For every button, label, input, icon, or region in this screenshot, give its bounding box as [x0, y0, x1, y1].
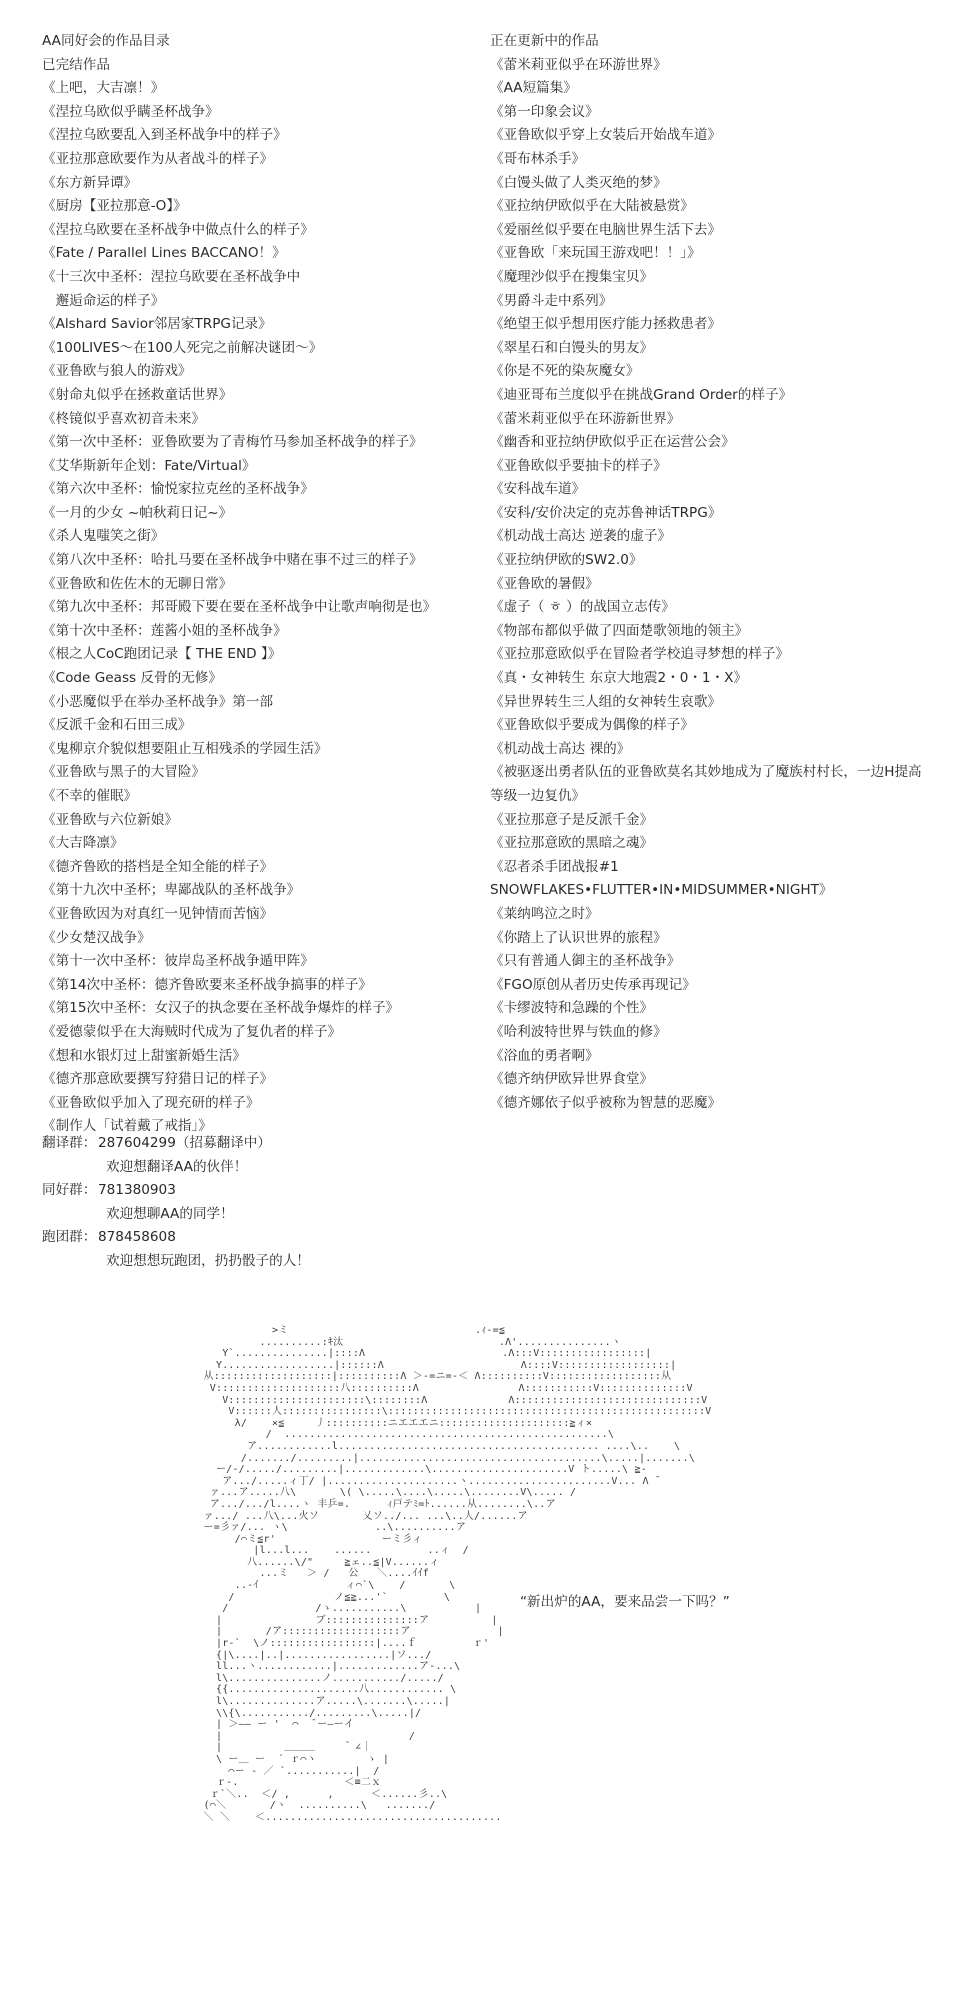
- completed-work-item: 《亚鲁欧似乎加入了现充研的样子》: [42, 1094, 260, 1111]
- ongoing-work-item: 《亚拉那意欧似乎在冒险者学校追寻梦想的样子》: [490, 646, 790, 663]
- completed-work-item: 《亚鲁欧与六位新娘》: [42, 811, 178, 828]
- ongoing-work-item: 《迪亚哥布兰度似乎在挑战Grand Order的样子》: [490, 386, 793, 403]
- completed-work-item: 《一月的少女 ~帕秋莉日记~》: [42, 504, 233, 521]
- ongoing-work-item: 《亚鲁欧的暑假》: [490, 575, 599, 592]
- completed-works-list: [42, 77, 482, 1139]
- completed-work-item: 《涅拉乌欧似乎瞒圣杯战争》: [42, 103, 219, 120]
- completed-work-item: 《第一次中圣杯：亚鲁欧要为了青梅竹马参加圣杯战争的样子》: [42, 434, 423, 451]
- completed-work-item: 《涅拉乌欧要乱入到圣杯战争中的样子》: [42, 127, 287, 144]
- completed-subheading: 已完结作品: [42, 56, 110, 73]
- ongoing-work-item: 《被驱逐出勇者队伍的亚鲁欧莫名其妙地成为了魔族村村长，一边H提高等级一边复仇》: [490, 764, 922, 804]
- ongoing-heading: 正在更新中的作品: [490, 33, 599, 49]
- completed-work-item: 《亚拉那意欧要作为从者战斗的样子》: [42, 150, 274, 167]
- ongoing-work-item: 《亚拉纳伊欧的SW2.0》: [490, 552, 643, 569]
- completed-work-item: 《制作人「试着戴了戒指」》: [42, 1118, 212, 1135]
- group-label: 同好群：: [42, 1182, 97, 1199]
- completed-work-item: 《想和水银灯过上甜蜜新婚生活》: [42, 1047, 246, 1064]
- group-label: 翻译群：: [42, 1135, 97, 1151]
- ongoing-work-item: 《蕾米莉亚似乎在环游世界》: [490, 56, 667, 73]
- group-number: 287604299（招募翻译中）: [98, 1135, 271, 1151]
- completed-work-item: 《根之人CoC跑团记录【 THE END 】》: [42, 646, 282, 663]
- ongoing-work-item: 《亚鲁欧「来玩国王游戏吧！！」》: [490, 245, 701, 262]
- group-number: 878458608: [98, 1229, 176, 1246]
- completed-work-item: 《上吧，大吉凛！》: [42, 80, 165, 97]
- ongoing-work-item: 《物部布都似乎做了四面楚歌领地的领主》: [490, 622, 749, 639]
- ongoing-work-item: 《男爵斗走中系列》: [490, 292, 613, 309]
- group-translation: [42, 1132, 310, 1179]
- ongoing-work-item: 《安科战车道》: [490, 481, 586, 498]
- completed-work-item: 《亚鲁欧与狼人的游戏》: [42, 363, 192, 380]
- ongoing-work-item: 《虚子（ ㅎ ）的战国立志传》: [490, 599, 675, 616]
- ongoing-work-item: 《你是不死的染灰魔女》: [490, 363, 640, 380]
- completed-work-item: 《亚鲁欧和佐佐木的无聊日常》: [42, 575, 233, 592]
- group-desc: 欢迎想想玩跑团，扔扔骰子的人！: [106, 1252, 310, 1269]
- completed-work-item: 《德齐那意欧要撰写狩猎日记的样子》: [42, 1071, 274, 1088]
- group-desc: 欢迎想聊AA的同学！: [106, 1205, 234, 1222]
- ongoing-work-item: 《亚拉那意欧的黑暗之魂》: [490, 835, 654, 852]
- completed-work-item: 《涅拉乌欧要在圣杯战争中做点什么的样子》: [42, 221, 314, 238]
- ongoing-work-item: 《哈利波特世界与铁血的修》: [490, 1023, 667, 1040]
- completed-work-item: 《反派千金和石田三成》: [42, 717, 192, 734]
- ongoing-work-item: 《真・女神转生 东京大地震2・0・1・X》: [490, 670, 748, 687]
- completed-work-item: 《Code Geass 反骨的无修》: [42, 670, 222, 687]
- completed-work-item: 《亚鲁欧与黑子的大冒险》: [42, 764, 206, 781]
- group-number: 781380903: [98, 1182, 176, 1199]
- ongoing-works-column: [490, 30, 930, 1115]
- ongoing-work-item: 《德齐纳伊欧异世界食堂》: [490, 1071, 654, 1088]
- completed-work-item: 《十三次中圣杯：涅拉乌欧要在圣杯战争中: [42, 268, 301, 285]
- completed-work-item: 《厨房【亚拉那意-O】》: [42, 198, 187, 215]
- group-desc: 欢迎想翻译AA的伙伴！: [106, 1158, 248, 1175]
- completed-work-item: 《不幸的催眠》: [42, 788, 138, 804]
- group-info: [42, 1132, 310, 1274]
- completed-work-item: 《第六次中圣杯：愉悦家拉克丝的圣杯战争》: [42, 481, 314, 498]
- speech-quote: “新出炉的AA，要来品尝一下吗？”: [520, 1594, 730, 1610]
- ongoing-work-item: 《机动战士高达 裸的》: [490, 740, 631, 757]
- ongoing-work-item: 《魔理沙似乎在搜集宝贝》: [490, 268, 654, 285]
- ongoing-work-item: 《翠星石和白馒头的男友》: [490, 339, 654, 356]
- completed-work-item: 《爱德蒙似乎在大海贼时代成为了复仇者的样子》: [42, 1023, 342, 1040]
- ongoing-work-item: 《亚拉那意子是反派千金》: [490, 811, 654, 828]
- ongoing-work-item: 《浴血的勇者啊》: [490, 1047, 599, 1064]
- completed-work-item: 《第14次中圣杯：德齐鲁欧要来圣杯战争搞事的样子》: [42, 976, 372, 993]
- completed-work-item: 《德齐鲁欧的搭档是全知全能的样子》: [42, 858, 274, 875]
- ongoing-works-list: [490, 54, 930, 1116]
- completed-work-item: 《小恶魔似乎在举办圣杯战争》第一部: [42, 693, 274, 710]
- ongoing-work-item: 《只有普通人御主的圣杯战争》: [490, 953, 681, 970]
- completed-work-item: 《Fate / Parallel Lines BACCANO！》: [42, 245, 286, 262]
- completed-work-item: 邂逅命运的样子》: [42, 292, 165, 309]
- completed-work-item: 《第九次中圣杯：邦哥殿下要在要在圣杯战争中让歌声响彻是也》: [42, 599, 437, 616]
- ongoing-work-item: 《亚鲁欧似乎要成为偶像的样子》: [490, 717, 694, 734]
- completed-work-item: 《100LIVES～在100人死完之前解决谜团～》: [42, 339, 323, 356]
- group-label: 跑团群：: [42, 1229, 97, 1246]
- ongoing-work-item: 《莱纳鸣泣之时》: [490, 905, 599, 922]
- ongoing-work-item: 《亚鲁欧似乎要抽卡的样子》: [490, 457, 667, 474]
- ongoing-work-item: 《忍者杀手团战报#1 SNOWFLAKES•FLUTTER•IN•MIDSUMMER•NIGHT》: [490, 858, 833, 899]
- catalog-heading: AA同好会的作品目录: [42, 33, 170, 49]
- completed-work-item: 《鬼柳京介貌似想要阻止互相残杀的学园生活》: [42, 740, 328, 757]
- completed-work-item: 《东方新异谭》: [42, 174, 138, 191]
- completed-work-item: 《第十一次中圣杯：彼岸岛圣杯战争遁甲阵》: [42, 953, 314, 970]
- completed-work-item: 《艾华斯新年企划：Fate/Virtual》: [42, 457, 256, 474]
- ongoing-work-item: 《亚鲁欧似乎穿上女装后开始战车道》: [490, 127, 722, 144]
- completed-work-item: 《Alshard Savior邻居家TRPG记录》: [42, 316, 272, 333]
- completed-work-item: 《杀人鬼嗤笑之街》: [42, 528, 165, 545]
- ascii-art-character: >ミ .ｨ-=≦ ..........:ｷ汰 .Λ'...............ヽ Y`...............|::::Λ .Λ:::V:::::::::::::::::| Y..................|::::::Λ Λ::::V::::::::::::::::::| 从:::::::::::::::::::|::::::::::Λ ＞-=ニ=-＜ Λ::::::::::V::::::::::::::::::从 V::::::::::::::::::::八::::::::::Λ Λ:::::::::::V::::::::::::::V V::::::::::::::::::::::\::::::::Λ Λ::::::::::::::::::::::::::::::V V::::::人::::::::::::::::\:::::::::::::::::::::::::::::::::::::::::::::::::::V λ/ ×≦ 丿::::::::::ニエエエニ:::::::::::::::::::::≧ィ× / ....................................................\ ア............l.......................................... ....\.. \ /......./.........|.......................................\.....|.......\ ー/‐/...../.........|.............\......................V ト.....\ ≧- ア.../.....ィ丁/ |.....................ヽ.......................V... Λ ̄ ァ...ア.....八\ \( \.....\....\.....\........V\..... / ア.../.../l....ヽ 丰乒=. ｨ戸テﾐ=ﾄ......从........\..ア ァ.../ ...八\...火ソ 乂ソ../... ...\..人/......ア ー=彡ァ/... ヽ\ ..\..........ア /⌒ミ≦r' ーミ彡ィ |l...l... ...... ..ィ / 八......\/" ≧ェ..≦|V......ィ ...ミ ＞ / 公 ＼....ｲｲf ..-ｲ ィ⌒`\ / \ / ノ≦≧...'` \ / /ゝ...........\ | | ブ:::::::::::::::ア | | /ア:::::::::::::::::::ア | |r-` \ノ:::::::::::::::::|....ｆ ｒ' {|\....|..|.................|ソ.../ ll...ヽ............|.............ア-...\ l\...............ノ.........../...../ {{.....................八............ \ l\..............ア.....\.......\.....| \\{\.........../.........\.....|/ | ＞—— ー ' ⌒ ̄ ー—ーイ | / | ＿＿＿ ゚ ∠｜ \ ー＿ ー ´ ｒ⌒ヽ ゝ | ⌒ー ‐ ／ `...........| / ｒ-. ＜≡二ｘ ｒ`＼.. ＜/ , , ＜......彡..\ (⌒＼ /ヽ ..........\ ......./ ＼ ＼ ＜......................................: [203, 1325, 712, 1823]
- group-fans: [42, 1179, 310, 1226]
- ongoing-work-item: 《安科/安价决定的克苏鲁神话TRPG》: [490, 504, 722, 521]
- group-trpg: [42, 1226, 310, 1273]
- ongoing-work-item: 《哥布林杀手》: [490, 150, 586, 167]
- completed-work-item: 《第十次中圣杯：莲酱小姐的圣杯战争》: [42, 622, 287, 639]
- ongoing-work-item: 《亚拉纳伊欧似乎在大陆被悬赏》: [490, 198, 694, 215]
- ongoing-work-item: 《绝望王似乎想用医疗能力拯救患者》: [490, 316, 722, 333]
- completed-work-item: 《少女楚汉战争》: [42, 929, 151, 946]
- ongoing-work-item: 《蕾米莉亚似乎在环游新世界》: [490, 410, 681, 427]
- ongoing-work-item: 《爱丽丝似乎要在电脑世界生活下去》: [490, 221, 722, 238]
- completed-work-item: 《第15次中圣杯：女汉子的执念要在圣杯战争爆炸的样子》: [42, 1000, 400, 1017]
- ongoing-work-item: 《德齐娜依子似乎被称为智慧的恶魔》: [490, 1094, 722, 1111]
- completed-work-item: 《大吉降凛》: [42, 835, 124, 852]
- ongoing-work-item: 《异世界转生三人组的女神转生哀歌》: [490, 693, 722, 710]
- ongoing-work-item: 《幽香和亚拉纳伊欧似乎正在运营公会》: [490, 434, 735, 451]
- ongoing-work-item: 《机动战士高达 逆袭的虚子》: [490, 528, 672, 545]
- ongoing-work-item: 《你踏上了认识世界的旅程》: [490, 929, 667, 946]
- ongoing-work-item: 《第一印象会议》: [490, 103, 599, 120]
- completed-work-item: 《柊镜似乎喜欢初音未来》: [42, 410, 206, 427]
- ongoing-work-item: 《卡缪波特和急躁的个性》: [490, 1000, 654, 1017]
- completed-work-item: 《第十九次中圣杯；卑鄙战队的圣杯战争》: [42, 882, 301, 899]
- completed-work-item: 《射命丸似乎在拯救童话世界》: [42, 386, 233, 403]
- completed-work-item: 《第八次中圣杯：哈扎马要在圣杯战争中赌在事不过三的样子》: [42, 552, 423, 569]
- ongoing-work-item: 《AA短篇集》: [490, 80, 577, 97]
- ongoing-work-item: 《白馒头做了人类灭绝的梦》: [490, 174, 667, 191]
- completed-works-column: [42, 30, 482, 1139]
- completed-work-item: 《亚鲁欧因为对真红一见钟情而苦恼》: [42, 905, 274, 922]
- ongoing-work-item: 《FGO原创从者历史传承再现记》: [490, 976, 696, 993]
